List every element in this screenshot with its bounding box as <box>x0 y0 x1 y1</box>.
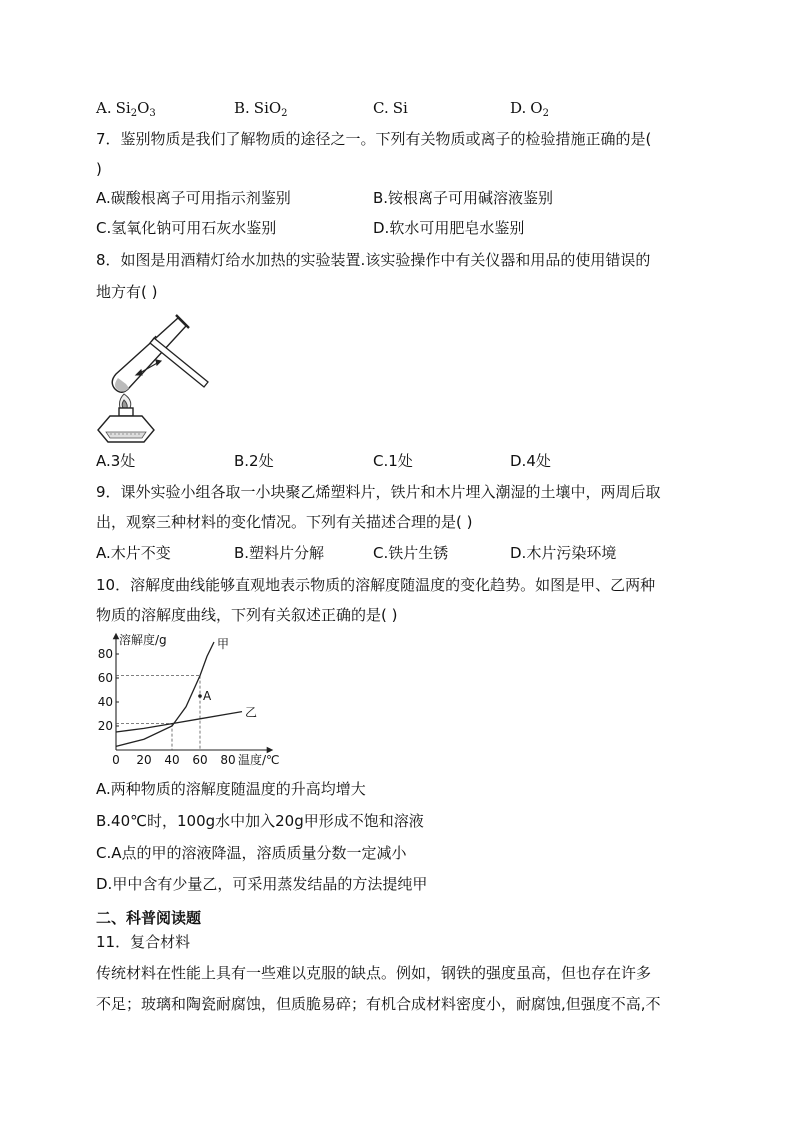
q6-option-a: A. $Si_2O_3$ <box>96 99 156 119</box>
q9-option-d: D.木片污染环境 <box>510 544 617 562</box>
q10-option-a: A.两种物质的溶解度随温度的升高均增大 <box>96 780 366 798</box>
q7-option-c: C.氢氧化钠可用石灰水鉴别 <box>96 219 277 237</box>
q10-stem-line2: 物质的溶解度曲线，下列有关叙述正确的是( ) <box>96 606 398 624</box>
q8-option-d: D.4处 <box>510 452 551 470</box>
q7-option-a: A.碳酸根离子可用指示剂鉴别 <box>96 189 291 207</box>
series-label-1: 乙 <box>245 705 258 720</box>
y-tick-label: 40 <box>97 695 113 709</box>
q11-paragraph-line2: 不足；玻璃和陶瓷耐腐蚀，但质脆易碎；有机合成材料密度小，耐腐蚀,但强度不高,不 <box>96 995 661 1013</box>
q9-option-c: C.铁片生锈 <box>373 544 449 562</box>
alcohol-lamp <box>98 408 154 442</box>
series-line-1 <box>116 712 242 732</box>
test-tube <box>112 315 189 392</box>
x-tick-label: 60 <box>192 753 208 767</box>
y-tick-label: 20 <box>97 719 113 733</box>
x-tick-label: 40 <box>164 753 180 767</box>
q9-option-b: B.塑料片分解 <box>234 544 325 562</box>
solubility-chart <box>92 632 282 772</box>
q7-stem-line1: 7．鉴别物质是我们了解物质的途径之一。下列有关物质或离子的检验措施正确的是( <box>96 130 652 148</box>
q9-option-a: A.木片不变 <box>96 544 171 562</box>
q10-option-c: C.A点的甲的溶液降温，溶质质量分数一定减小 <box>96 844 407 862</box>
q10-stem-line1: 10．溶解度曲线能够直观地表示物质的溶解度随温度的变化趋势。如图是甲、乙两种 <box>96 576 656 594</box>
q10-option-b: B.40℃时，100g水中加入20g甲形成不饱和溶液 <box>96 812 424 830</box>
x-tick-label: 20 <box>136 753 152 767</box>
q7-stem-line2: ) <box>96 160 102 178</box>
q6-option-b: B. SiO$_2$ <box>234 99 288 119</box>
q10-option-d: D.甲中含有少量乙，可采用蒸发结晶的方法提纯甲 <box>96 875 428 893</box>
series-label-0: 甲 <box>217 637 230 651</box>
q8-stem-line2: 地方有( ) <box>96 283 158 301</box>
y-tick-label: 80 <box>97 647 113 661</box>
y-axis-label: 溶解度/g <box>119 633 167 647</box>
q8-option-c: C.1处 <box>373 452 413 470</box>
q7-option-b: B.铵根离子可用碱溶液鉴别 <box>373 189 554 207</box>
x-tick-label: 80 <box>220 753 236 767</box>
y-tick-label: 60 <box>97 671 113 685</box>
q11-title: 11．复合材料 <box>96 933 191 951</box>
q7-option-d: D.软水可用肥皂水鉴别 <box>373 219 525 237</box>
heating-apparatus-figure <box>96 308 216 446</box>
x-tick-label: 0 <box>112 753 120 767</box>
q9-stem-line1: 9．课外实验小组各取一小块聚乙烯塑料片，铁片和木片埋入潮湿的土壤中，两周后取 <box>96 483 661 501</box>
q8-option-a: A.3处 <box>96 452 136 470</box>
flame <box>120 394 131 408</box>
x-axis-label: 温度/℃ <box>238 753 280 767</box>
q6-option-c: C. Si <box>373 99 408 117</box>
q11-paragraph-line1: 传统材料在性能上具有一些难以克服的缺点。例如，钢铁的强度虽高，但也存在许多 <box>96 964 652 982</box>
q9-stem-line2: 出，观察三种材料的变化情况。下列有关描述合理的是( ) <box>96 513 473 531</box>
q8-option-b: B.2处 <box>234 452 274 470</box>
point-a-marker <box>198 694 202 698</box>
section-title: 二、科普阅读题 <box>96 909 202 927</box>
point-a-label: A <box>203 689 212 703</box>
q6-option-d: D. $O_2$ <box>510 99 549 119</box>
q8-stem-line1: 8．如图是用酒精灯给水加热的实验装置.该实验操作中有关仪器和用品的使用错误的 <box>96 251 651 269</box>
